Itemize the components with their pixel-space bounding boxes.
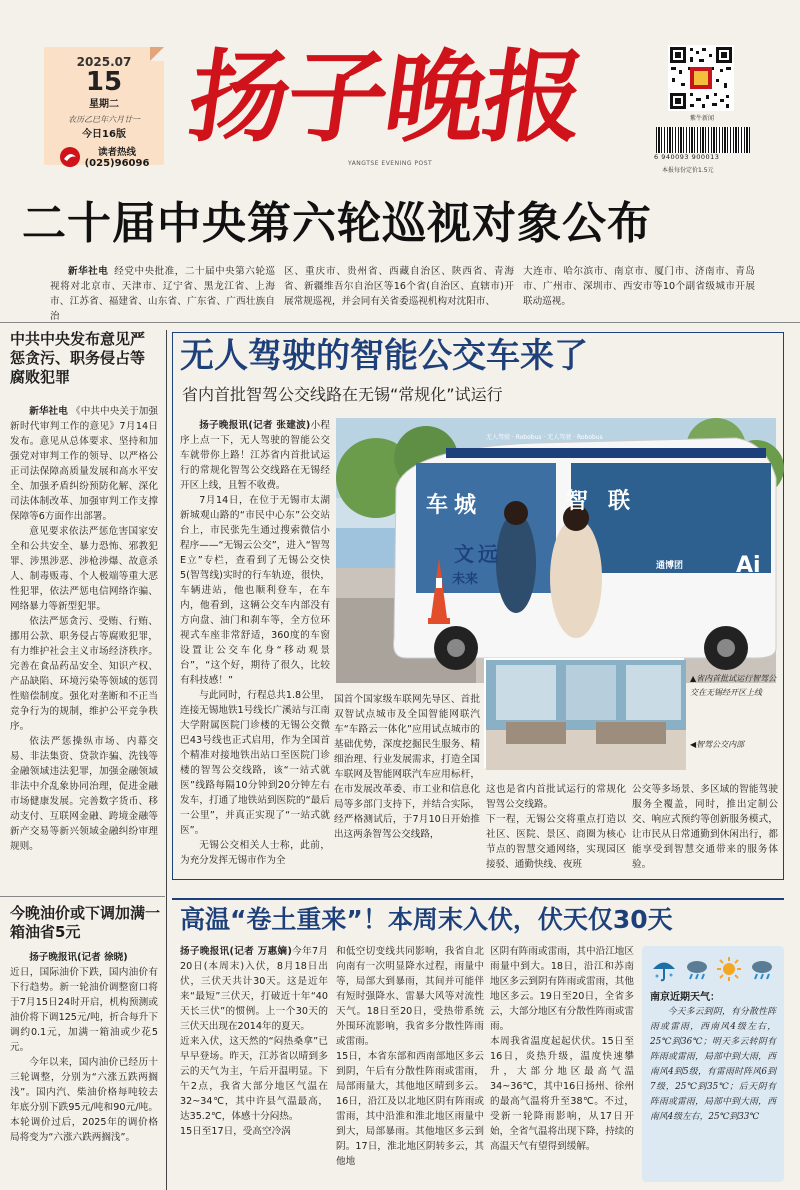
photo-word-8: 通博团 <box>656 561 684 571</box>
barcode-number: 6 940093 900013 <box>654 153 720 161</box>
left-divider <box>0 896 165 897</box>
barcode <box>654 127 752 163</box>
date-box <box>44 47 164 169</box>
forecast-title: 南京近期天气： <box>650 992 720 1003</box>
left1-source: 新华社电 <box>29 406 68 417</box>
left1-p2: 意见要求依法严惩危害国家安全和公共安全、暴力恐怖、邪教犯罪、涉黑涉恶、涉枪涉爆、故意杀人、制毒贩毒、个人极端等重大恶性犯罪，依法严惩电信网络诈骗、网络暴力等新型犯罪。 <box>10 526 158 612</box>
left1-p4: 依法严惩操纵市场、内幕交易、非法集资、贷款诈骗、洗钱等金融领域违法犯罪，加强金融领域非法中介乱象协同治理，促进金融市场健康发展。完善数字货币、移动支付、互联网金融、跨境金融等新产交易等新兴领域金融纠纷审理规则。 <box>10 736 158 852</box>
heat-text-1: 今年7月20日(本周末)入伏，8月18日出伏，三伏天共计30天。这是近年来“最短”三伏天，打破近十年“40天长三伏”的惯例。上一个30天的三伏天出现在2014年的夏天。 近来入伏，这天然的“闷热桑拿”已早早登场。昨天，江苏省以晴到多云的天气为主，午后开温明显。下午2点，我省大部分地区气温在32~34℃，其中许县气温最高，达35.2℃，体感十分闷热。 15日至17日，受高空冷涡 <box>180 946 328 1137</box>
lead-headline: 二十届中央第六轮巡视对象公布 <box>22 198 652 249</box>
lead-col-1 <box>50 264 276 322</box>
bus-p2: 7月14日，在位于无锡市太湖新城观山路的“市民中心东”公交站台上，市民张先生通过搜索微信小程序——“无锡云公交”，进入“智驾E立”专栏，查看到了无锡公交快5(智驾线)实时的行车轨迹，很快，车辆进站，他也顺利登车，在车内，他看到，这辆公交车内部没有方向盘、油门和刹车等，全方位环视式车座非常舒适，360度的车窗设置让公交车化身“移动观景台”，“这个好，期待了很久，比较有科技感！” <box>180 495 330 686</box>
left1-p1: 《中共中央关于加强新时代审判工作的意见》7月14日发布。意见从总体要求、坚持和加强党对审判工作的领导、以严格公正司法保障高质量发展和高水平安全、加强矛盾纠纷预防化解、深化司法体制改革、加强审判工作支撑保障等6方面作出部署。 <box>10 406 159 522</box>
left2-headline: 今晚油价或下调加满一箱油省5元 <box>10 904 161 941</box>
bus-photo-illustration <box>336 418 776 683</box>
photo-word-4: 联 <box>608 489 631 514</box>
photo-word-6: 远 <box>478 542 498 566</box>
newspaper-title: 扬子晚报 <box>181 38 591 156</box>
lead-col-2: 区、重庆市、贵州省、西藏自治区、陕西省、青海省、新疆维吾尔自治区等16个省(自治区、直辖市)开展常规巡视，并会同有关省委巡视机构对沈阳市、 <box>284 266 514 307</box>
date-month: 2025.07 <box>76 55 132 69</box>
photo-word-1: 车 <box>426 493 449 518</box>
column-rule <box>166 330 167 1190</box>
left1-headline: 中共中央发布意见严惩贪污、职务侵占等腐败犯罪 <box>10 330 146 386</box>
bus-interior-photo <box>484 658 684 768</box>
heat-col-2: 和低空切变线共同影响，我省自北向南有一次明显降水过程，雨量中等，局部大到暴雨，其间并可能伴有短时强降水、雷暴大风等对流性天气。18日至20日，受热带系统外围环流影响，我省多分散性阵雨或雷雨。 15日，本省东部和西南部地区多云到阴，午后有分散性阵雨或雷雨，局部雨量大，其他地区晴到多云。16日，沿江及以北地区阴有阵雨或雷雨，其中沿淮和淮北地区雨量中到大，局部暴雨。其他地区多云到阴。17日，淮北地区阴转多云，其他地 <box>336 946 484 1167</box>
hotline <box>44 144 164 169</box>
left2-source: 扬子晚报讯(记者 徐晓) <box>29 952 128 963</box>
bus-p3: 与此同时，行程总共1.8公里，连接无锡地铁1号线长广溪站与江南大学附属医院门诊楼的无锡公交微巴43号线也正式启用，作为全国首个精准对接地铁出站口至医院门诊楼的智驾公交线路，该“一站式就医”线路每隔10分钟到20分钟左右发车，打通了地铁站到医院的“最后一公里”，并真正实现了“一站式就医”。 <box>180 690 331 836</box>
bus-photo <box>336 418 776 683</box>
photo-word-7: 未来 <box>452 572 479 587</box>
lead-divider <box>0 322 800 323</box>
bus-col-2: 国首个国家级车联网先导区、首批双智试点城市及全国智能网联汽车“车路云一体化”应用试点城市的基础优势，深度挖掘民生服务、精细治理、行业发展需求，打造全国车联网及智能网联汽车应用标杆，在市发展改革委、市工业和信息化局等多部门支持下，并结合实际，经严格测试后，于7月10日开始推出这两条智驾公交线路， <box>334 694 480 840</box>
lead-text-1: 经党中央批准，二十届中央第六轮巡视将对北京市、天津市、辽宁省、黑龙江省、上海市、江苏省、福建省、山东省、广东省、广西壮族自治 <box>50 266 276 322</box>
weather-forecast-box <box>642 946 784 1182</box>
bus-caption-2: ◀智驾公交内部 <box>690 740 745 749</box>
weather-icons <box>642 946 784 986</box>
photo-word-5: 文 <box>454 542 474 566</box>
forecast-text: 今天多云到阴，有分散性阵雨或雷雨，西南风4级左右，25℃到36℃；明天多云转阴有阵雨或雷雨，局部中到大雨，西南风4到5级，有雷雨时阵风6到7级，25℃到35℃；后天阴有阵雨或雷雨，局部中到大雨，西南风4级左右，25℃到33℃ <box>650 1007 776 1122</box>
bus-col-4: 公交等多场景、多区域的智能驾驶服务全覆盖，同时，推出定制公交、响应式预约等创新服务模式，让市民从日常通勤到休闲出行，都能享受到智慧交通带来的服务体验。 <box>632 784 778 870</box>
price: 本报每份定价1.5元 <box>662 167 714 174</box>
cloud-rain-icon <box>749 956 775 982</box>
photo-word-3: 智 <box>566 489 589 514</box>
bus-col-3: 这也是省内首批试运行的常规化智驾公交线路。 下一程，无锡公交将重点打造以社区、医院、景区、商圈为核心节点的智慧交通网络，实现园区接驳、通勤快线、夜班 <box>486 784 626 870</box>
sun-icon <box>716 956 742 982</box>
date-lunar: 农历乙巳年六月廿一 <box>68 115 140 124</box>
masthead-logo <box>181 38 622 173</box>
heat-headline: 高温“卷土重来”！本周末入伏，伏天仅30天 <box>180 905 673 934</box>
photo-word-2: 城 <box>454 493 477 518</box>
heat-top-rule <box>172 898 784 900</box>
left1-body <box>10 404 158 889</box>
bus-interior-illustration <box>486 660 686 770</box>
bus-p1: 小程序上点一下，无人驾驶的智能公交车就带你上路！江苏省内首批试运行的常规化智驾公交线路在无锡经开区上线，且暂不收费。 <box>180 420 331 491</box>
photo-banner: 无人驾驶 · Robobus · 无人驾驶 · Robobus <box>486 434 603 441</box>
qr-code[interactable] <box>668 45 734 111</box>
cloud-rain-icon <box>684 956 710 982</box>
bus-p4: 无锡公交相关人士称，此前，为充分发挥无锡市作为全 <box>180 840 330 866</box>
lead-col-3: 大连市、哈尔滨市、南京市、厦门市、济南市、青岛市、广州市、深圳市、西安市等10个副省级城市开展联动巡视。 <box>523 266 755 307</box>
phone-logo-icon <box>59 146 81 168</box>
bus-source: 扬子晚报讯(记者 张建波) <box>199 420 311 431</box>
bus-headline: 无人驾驶的智能公交车来了 <box>180 336 588 376</box>
heat-source: 扬子晚报讯(记者 万惠嫡) <box>180 946 292 957</box>
bus-caption-1: ▲省内首批试运行智驾公交在无锡经开区上线 <box>690 674 777 697</box>
umbrella-icon <box>651 956 677 982</box>
left1-p3: 依法严惩贪污、受贿、行贿、挪用公款、职务侵占等腐败犯罪，有力维护社会主义市场经济秩序。完善在食品药品安全、知识产权、产品缺陷、环境污染等领域的惩罚性赔偿制度。强化对垄断和不正当竞争行为的规制，维护公平竞争秩序。 <box>10 616 158 732</box>
heat-col-3: 区阴有阵雨或雷雨，其中沿江地区雨量中到大。18日，沿江和苏南地区多云到阴有阵雨或雷雨，其他地区多云。19日至20日，全省多云，大部分地区有分散性阵雨或雷雨。 本周我省温度起起伏伏。15日至16日，炎热升级，温度快速攀升，大部分地区最高气温34~36℃，其中16日扬州、徐州的最高气温将升至38℃。不过，受新一轮降雨影响，从17日开始，全省气温将出现下降，持续的高温天气有望得到缓解。 <box>490 946 634 1152</box>
bus-subtitle: 省内首批智驾公交线路在无锡“常规化”试运行 <box>182 385 503 404</box>
newspaper-subtitle: YANGTSE EVENING POST <box>348 160 433 167</box>
left2-body <box>10 950 158 1185</box>
bus-col-1 <box>180 418 330 870</box>
qr-code-icon <box>668 45 734 111</box>
left2-p2: 今年以来，国内油价已经历十三轮调整，分别为“六涨五跌两搁浅”。国内汽、柴油价格每吨较去年底分别下跌95元/吨和90元/吨。本轮调价过后，2025年的调价格局将变为“六涨六跌两搁浅”。 <box>10 1057 158 1143</box>
lead-source: 新华社电 <box>68 266 109 277</box>
qr-caption: 紫牛新闻 <box>689 115 714 122</box>
photo-word-9: Ai <box>736 553 761 578</box>
date-weekday: 星期二 <box>89 99 119 110</box>
heat-col-1 <box>180 944 328 1184</box>
date-day: 15 <box>85 67 123 97</box>
left2-p1: 近日，国际油价下跌，国内油价有下行趋势。新一轮油价调整窗口将于7月15日24时开启，机构预测或油价将下调125元/吨，折合每升下调约0.1元，加满一箱油或少花5元。 <box>10 967 158 1053</box>
hotline-label: 读者热线 <box>97 147 136 158</box>
hotline-number: (025)96096 <box>84 158 150 169</box>
page-count: 今日16版 <box>82 129 126 140</box>
